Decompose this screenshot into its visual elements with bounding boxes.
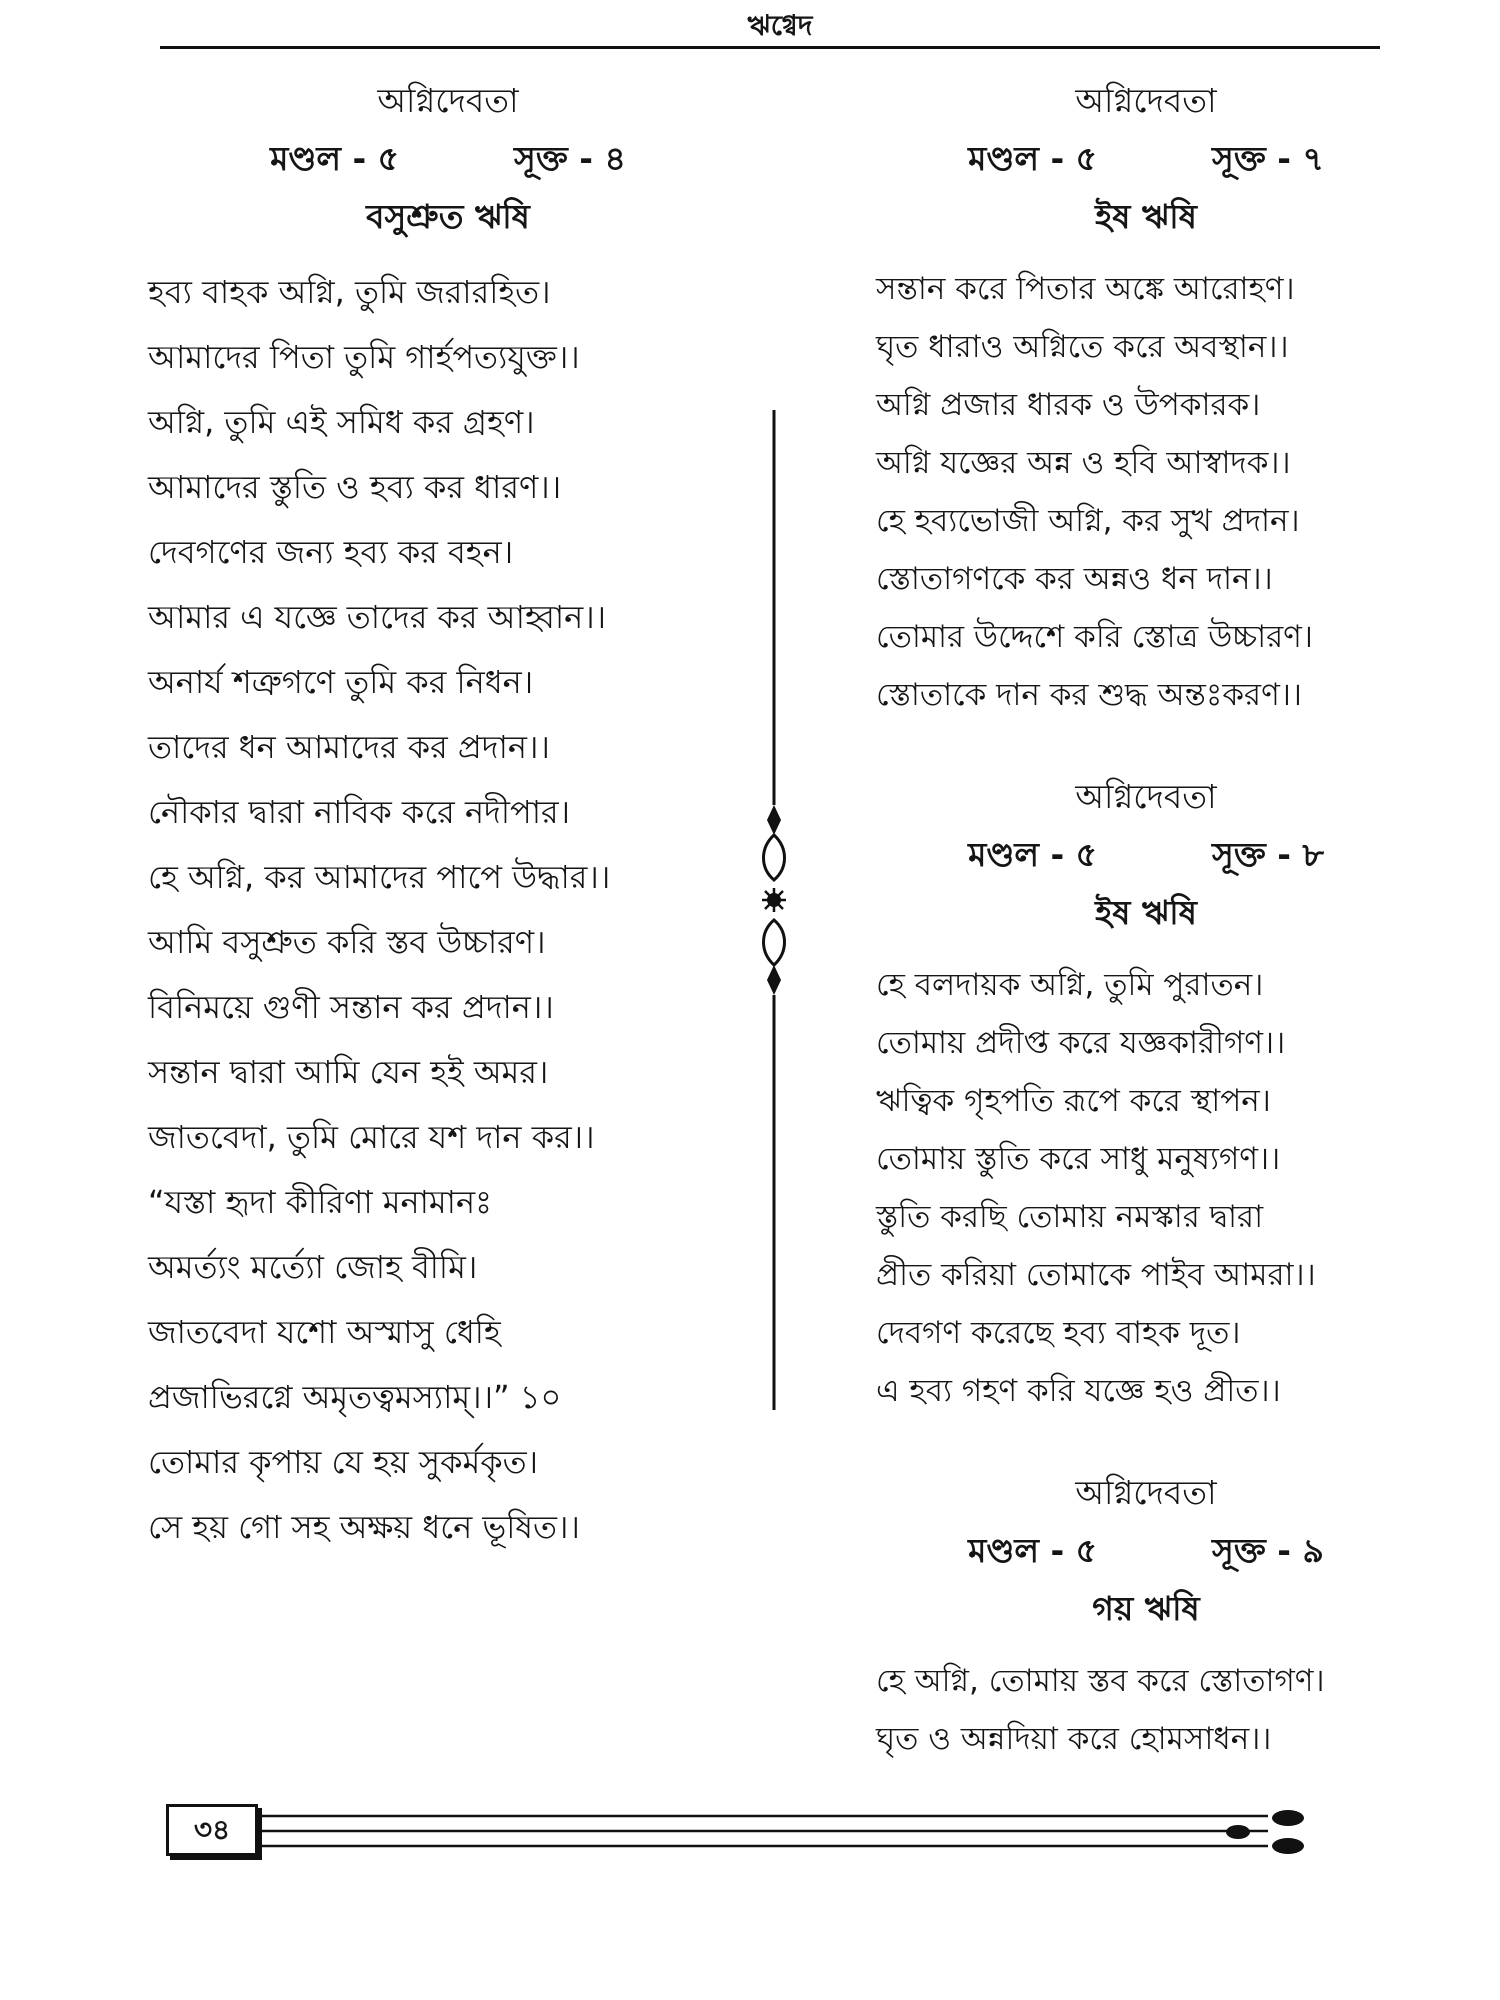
verse-line: জাতবেদা, তুমি মোরে যশ দান কর।। — [148, 1118, 595, 1156]
sukta-label: সূক্ত - ৯ — [1211, 1531, 1324, 1570]
verse-line: আমি বসুশ্রুত করি স্তব উচ্চারণ। — [148, 923, 546, 961]
mandal-label: মণ্ডল - ৫ — [270, 139, 400, 178]
mandal-label: মণ্ডল - ৫ — [968, 835, 1098, 874]
sukta-label: সূক্ত - ৪ — [513, 139, 626, 178]
verse-line: দেবগণ করেছে হব্য বাহক দূত। — [876, 1315, 1241, 1351]
hymn-block — [876, 768, 1416, 1420]
mandal-sukta-line — [876, 826, 1416, 884]
verse-line: হে হব্যভোজী অগ্নি, কর সুখ প্রদান। — [876, 503, 1300, 539]
verse-line: ঋত্বিক গৃহপতি রূপে করে স্থাপন। — [876, 1083, 1271, 1119]
verse-line: অগ্নি, তুমি এই সমিধ কর গ্রহণ। — [148, 403, 535, 441]
verse-line: প্রজাভিরগ্নে অমৃতত্বমস্যাম্।।” ১০ — [148, 1378, 562, 1416]
verse-line: ঘৃত ও অন্নদিয়া করে হোমসাধন।। — [876, 1721, 1272, 1757]
verse-lines — [876, 260, 1416, 724]
verse-line: স্তোতাগণকে কর অন্নও ধন দান।। — [876, 561, 1273, 597]
verse-line: অনার্য শত্রুগণে তুমি কর নিধন। — [148, 663, 534, 701]
verse-line: হে অগ্নি, তোমায় স্তব করে স্তোতাগণ। — [876, 1663, 1325, 1699]
footer-ornament — [258, 1806, 1328, 1856]
verse-lines — [148, 260, 748, 1560]
verse-line: আমাদের পিতা তুমি গার্হপত্যযুক্ত।। — [148, 338, 580, 376]
verse-line: তোমার কৃপায় যে হয় সুকর্মকৃত। — [148, 1443, 539, 1481]
mandal-label: মণ্ডল - ৫ — [968, 139, 1098, 178]
mandal-label: মণ্ডল - ৫ — [968, 1531, 1098, 1570]
verse-line: দেবগণের জন্য হব্য কর বহন। — [148, 533, 514, 571]
rishi-name: বসুশ্রুত ঋষি — [366, 197, 530, 236]
verse-line: ঘৃত ধারাও অগ্নিতে করে অবস্থান।। — [876, 329, 1289, 365]
running-head: ঋগ্বেদ — [747, 9, 813, 42]
hymn-heading — [148, 72, 748, 246]
verse-line: বিনিময়ে গুণী সন্তান কর প্রদান।। — [148, 988, 554, 1026]
sukta-label: সূক্ত - ৮ — [1211, 835, 1324, 874]
rishi-name: ইষ ঋষি — [1095, 197, 1197, 236]
verse-line: হব্য বাহক অগ্নি, তুমি জরারহিত। — [148, 273, 551, 311]
verse-line: অগ্নি প্রজার ধারক ও উপকারক। — [876, 387, 1261, 423]
header-rule — [160, 46, 1380, 49]
verse-line: তোমায় স্তুতি করে সাধু মনুষ্যগণ।। — [876, 1141, 1281, 1177]
verse-line: তোমার উদ্দেশে করি স্তোত্র উচ্চারণ। — [876, 619, 1313, 655]
rishi-name: গয় ঋষি — [1092, 1589, 1200, 1628]
hymn-heading — [876, 1464, 1416, 1638]
verse-line: সন্তান করে পিতার অঙ্কে আরোহণ। — [876, 271, 1295, 307]
verse-line: অমর্ত্যং মর্ত্যো জোহ বীমি। — [148, 1248, 478, 1286]
rishi-name: ইষ ঋষি — [1095, 893, 1197, 932]
deity-title: অগ্নিদেবতা — [1075, 777, 1217, 816]
verse-line: অগ্নি যজ্ঞের অন্ন ও হবি আস্বাদক।। — [876, 445, 1291, 481]
hymn-block — [876, 72, 1416, 724]
verse-line: সে হয় গো সহ অক্ষয় ধনে ভূষিত।। — [148, 1508, 580, 1546]
hymn-heading — [876, 72, 1416, 246]
deity-title: অগ্নিদেবতা — [1075, 81, 1217, 120]
sukta-label: সূক্ত - ৭ — [1211, 139, 1324, 178]
hymn-block — [876, 1464, 1416, 1768]
verse-line: প্রীত করিয়া তোমাকে পাইব আমরা।। — [876, 1257, 1316, 1293]
deity-title: অগ্নিদেবতা — [377, 81, 519, 120]
verse-line: আমার এ যজ্ঞে তাদের কর আহ্বান।। — [148, 598, 607, 636]
mandal-sukta-line — [876, 130, 1416, 188]
verse-line: হে অগ্নি, কর আমাদের পাপে উদ্ধার।। — [148, 858, 611, 896]
hymn-heading — [876, 768, 1416, 942]
verse-line: তোমায় প্রদীপ্ত করে যজ্ঞকারীগণ।। — [876, 1025, 1286, 1061]
verse-line: তাদের ধন আমাদের কর প্রদান।। — [148, 728, 550, 766]
mandal-sukta-line — [148, 130, 748, 188]
verse-lines — [876, 956, 1416, 1420]
ornamental-divider — [754, 410, 794, 1410]
verse-line: স্তোতাকে দান কর শুদ্ধ অন্তঃকরণ।। — [876, 677, 1303, 713]
verse-line: সন্তান দ্বারা আমি যেন হই অমর। — [148, 1053, 549, 1091]
verse-line: আমাদের স্তুতি ও হব্য কর ধারণ।। — [148, 468, 562, 506]
verse-line: স্তুতি করছি তোমায় নমস্কার দ্বারা — [876, 1199, 1264, 1235]
verse-lines — [876, 1652, 1416, 1768]
deity-title: অগ্নিদেবতা — [1075, 1473, 1217, 1512]
mandal-sukta-line — [876, 1522, 1416, 1580]
verse-line: হে বলদায়ক অগ্নি, তুমি পুরাতন। — [876, 967, 1264, 1003]
left-column — [148, 72, 748, 1560]
verse-line: এ হব্য গহণ করি যজ্ঞে হও প্রীত।। — [876, 1373, 1281, 1409]
page-number: ৩৪ — [166, 1804, 258, 1856]
right-column — [876, 72, 1416, 1812]
verse-line: জাতবেদা যশো অস্মাসু ধেহি — [148, 1313, 501, 1351]
verse-line: “যস্তা হৃদা কীরিণা মনামানঃ — [148, 1183, 493, 1221]
verse-line: নৌকার দ্বারা নাবিক করে নদীপার। — [148, 793, 571, 831]
